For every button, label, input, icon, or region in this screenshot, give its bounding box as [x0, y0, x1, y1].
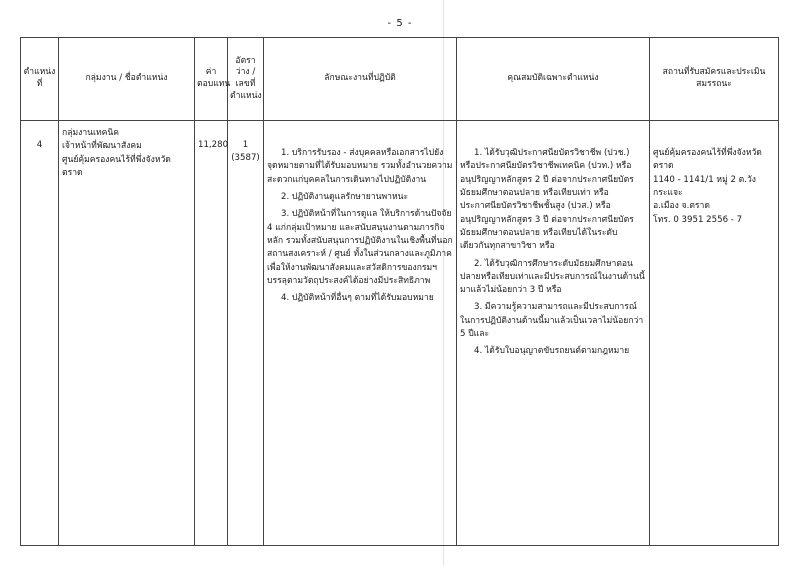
location-phone: โทร. 0 3951 2556 - 7 — [653, 214, 743, 225]
position-title: เจ้าหน้าที่พัฒนาสังคม — [62, 141, 142, 152]
vacancy-count: 1 — [242, 140, 249, 150]
position-no: 4 — [36, 140, 43, 150]
header-group-position: กลุ่มงาน / ชื่อตำแหน่ง — [59, 38, 195, 121]
qualification-item: 3. มีความรู้ความสามารถและมีประสบการณ์ในการปฏิบัติงานด้านนี้มาแล้วเป็นเวลาไม่น้อยกว่า 5 ปีและ — [460, 302, 644, 340]
group-name: กลุ่มงานเทคนิค — [62, 128, 120, 138]
header-position-no: ตำแหน่งที่ — [21, 38, 59, 121]
table-header-row — [21, 38, 779, 121]
page-number: - 5 - — [387, 18, 413, 29]
cell-location — [650, 121, 779, 546]
location-name: ศูนย์คุ้มครองคนไร้ที่พึ่งจังหวัดตราด — [653, 148, 762, 172]
header-location: สถานที่รับสมัครและประเมินสมรรถนะ — [650, 38, 779, 121]
duty-item: 4. ปฏิบัติหน้าที่อื่นๆ ตามที่ได้รับมอบหมาย — [281, 293, 434, 304]
duty-item: 1. บริการรับรอง - ส่งบุคคลหรือเอกสารไปยังจุดหมายตามที่ได้รับมอบหมาย รวมทั้งอำนวยความสะดวกแก่บุคคลในการเดินทางไปปฏิบัติงาน — [267, 148, 453, 185]
cell-group-position — [59, 121, 195, 546]
position-table — [20, 37, 779, 546]
header-vacancy-rate: อัตราว่าง / เลขที่ตำแหน่ง — [228, 38, 264, 121]
location-address: 1140 - 1141/1 หมู่ 2 ต.วังกระแจะ — [653, 174, 756, 198]
salary-value: 11,280 — [198, 140, 229, 150]
table-row — [21, 121, 779, 546]
cell-duties — [264, 121, 457, 546]
cell-salary — [195, 121, 228, 546]
cell-qualifications — [457, 121, 650, 546]
position-office: ศูนย์คุ้มครองคนไร้ที่พึ่งจังหวัดตราด — [62, 154, 171, 178]
header-salary: ค่าตอบแทน — [195, 38, 228, 121]
cell-vacancy-rate — [228, 121, 264, 546]
duty-item: 3. ปฏิบัติหน้าที่ในการดูแล ให้บริการด้านปัจจัย 4 แก่กลุ่มเป้าหมาย และสนับสนุนงานตามภารกิจหลัก รวมทั้งสนับสนุนการปฏิบัติงานในเชิงพื้นที่นอกสถานสงเคราะห์ / ศูนย์ ทั้งในส่วนกลางและภูมิภาค เพื่อให้งานพัฒนาสังคมและสวัสดิการของกรมฯ บรรลุตามวัตถุประสงค์ได้อย่างมีประสิทธิภาพ — [267, 209, 453, 286]
header-duties: ลักษณะงานที่ปฏิบัติ — [264, 38, 457, 121]
cell-position-no — [21, 121, 59, 546]
position-id: (3587) — [231, 153, 260, 164]
header-qualifications: คุณสมบัติเฉพาะตำแหน่ง — [457, 38, 650, 121]
location-district: อ.เมือง จ.ตราด — [653, 201, 710, 212]
qualification-item: 4. ได้รับใบอนุญาตขับรถยนต์ตามกฎหมาย — [474, 346, 630, 357]
duty-item: 2. ปฏิบัติงานดูแลรักษายานพาหนะ — [281, 191, 409, 202]
qualification-item: 1. ได้รับวุฒิประกาศนียบัตรวิชาชีพ (ปวช.) หรือประกาศนียบัตรวิชาชีพเทคนิค (ปวท.) หรืออนุปริญญาหลักสูตร 2 ปี ต่อจากประกาศนียบัตรมัธยมศึกษาตอนปลาย หรือเทียบเท่า หรือประกาศนียบัตรวิชาชีพชั้นสูง (ปวส.) หรืออนุปริญญาหลักสูตร 3 ปี ต่อจากประกาศนียบัตรมัธยมศึกษาตอนปลาย หรือเทียบได้ในระดับเดียวกันทุกสาขาวิชา หรือ — [460, 148, 634, 252]
qualification-item: 2. ได้รับวุฒิการศึกษาระดับมัธยมศึกษาตอนปลายหรือเทียบเท่าและมีประสบการณ์ในงานด้านนี้มาแล้วไม่น้อยกว่า 3 ปี หรือ — [460, 258, 645, 296]
